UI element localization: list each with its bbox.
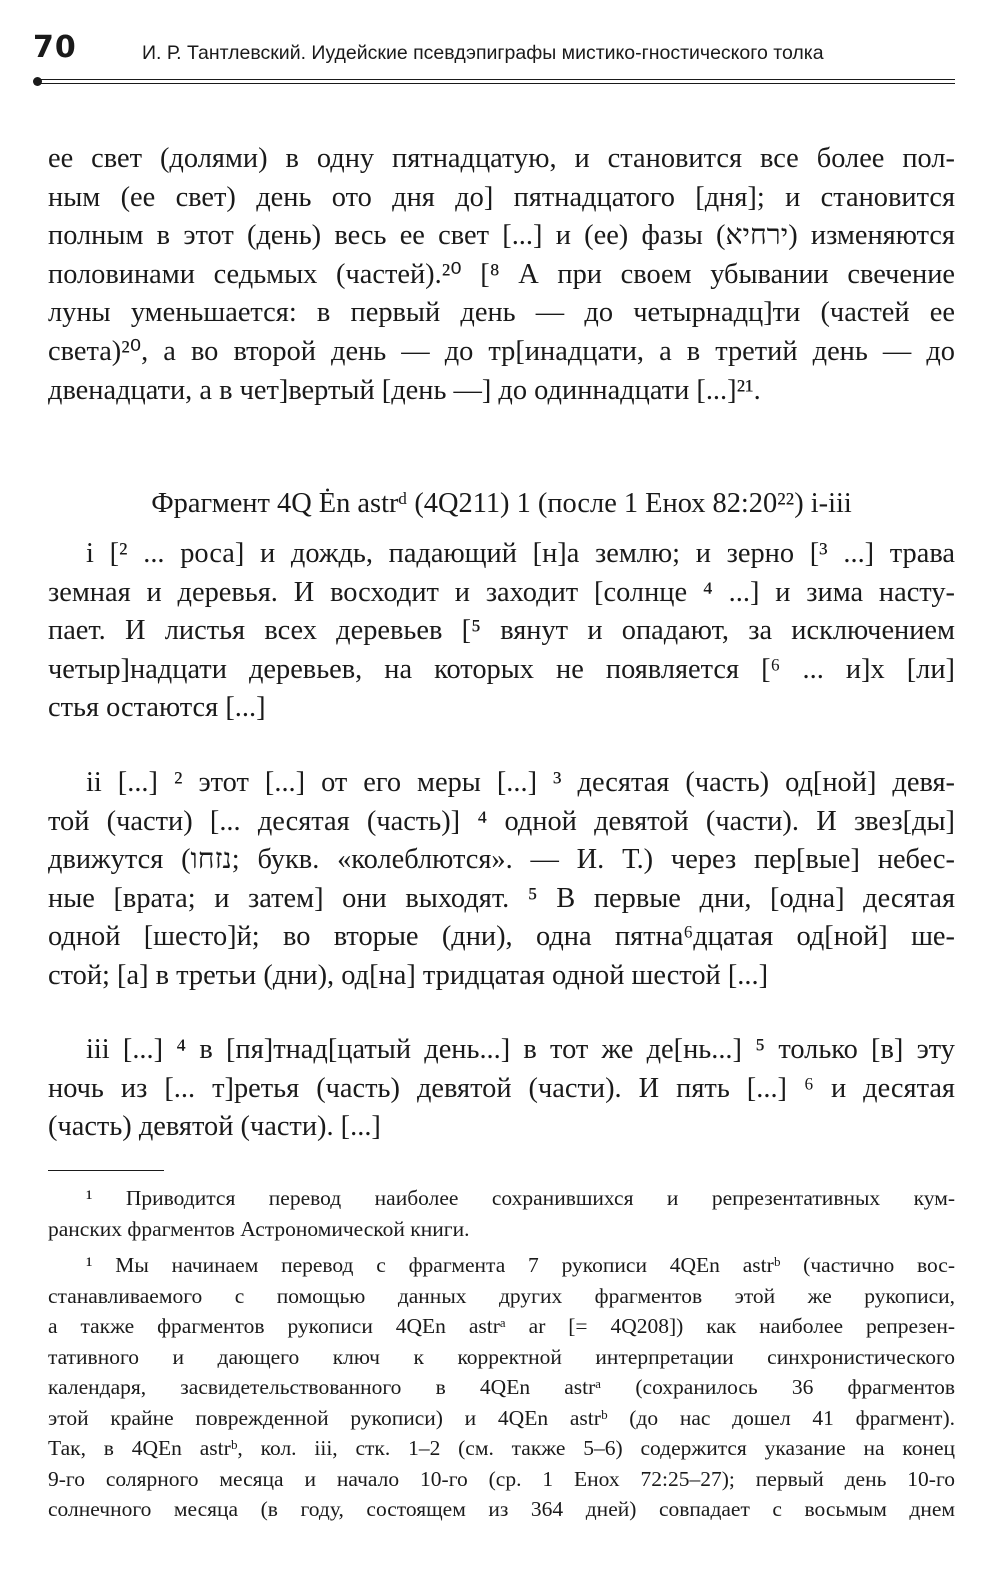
text-line: i [² ... роса] и дождь, падающий [н]а землю; и зерно [³ ...] трава (86, 538, 955, 569)
footnote-line: Так, в 4QEn astrᵇ, кол. iii, стк. 1–2 (см. также 5–6) содержится указание на конец (48, 1436, 955, 1460)
footnote-line: солнечного месяца (в году, состоящем из 364 дней) совпадает с восьмым днем (48, 1497, 955, 1521)
footnote-line: ¹ Мы начинаем перевод с фрагмента 7 рукописи 4QEn astrᵇ (частично вос- (86, 1253, 955, 1277)
section-heading: Фрагмент 4Q Ėn astrᵈ (4Q211) 1 (после 1 Енох 82:20²²) i-iii (151, 488, 852, 519)
footnote (48, 1250, 955, 1525)
text-line: луны уменьшается: в первый день — до четырнадц]ти (частей ее (48, 297, 955, 329)
text-line: пает. И листья всех деревьев [⁵ вянут и опадают, за исключением (48, 615, 955, 647)
text-line: земная и деревья. И восходит и заходит [солнце ⁴ ...] и зима насту- (48, 576, 955, 608)
paragraph-column-i (48, 535, 955, 728)
footnote-line: станавливаемого с помощью данных других фрагментов этой же рукописи, (48, 1283, 955, 1308)
text-line: (часть) девятой (части). [...] (48, 1111, 381, 1143)
text-line: стья остаются [...] (48, 692, 266, 724)
text-line: света)²⁰, а во второй день — до тр[инадцати, а в третий день — до (48, 335, 955, 367)
header-rule-bottom (40, 83, 955, 84)
text-line: половинами седьмых (частей).²⁰ [⁸ А при своем убывании свечение (48, 258, 955, 290)
text-line: двенадцати, а в чет]вертый [день —] до одиннадцати [...]²¹. (48, 374, 761, 406)
text-line: ii [...] ² этот [...] от его меры [...] ³ десятая (часть) од[ной] девя- (86, 767, 955, 798)
text-line: движутся (נזחו; букв. «колеблются». — И. Т.) через пер[вые] небес- (48, 844, 955, 876)
footnote-line: тативного и дающего ключ к корректной интерпретации синхронистического (48, 1344, 955, 1369)
page-number: 70 (33, 30, 77, 65)
footnote-line: а также фрагментов рукописи 4QEn astrᵃ ar [= 4Q208]) как наиболее репрезен- (48, 1314, 955, 1338)
footnote-line: календаря, засвидетельствованного в 4QEn astrᵃ (сохранилось 36 фрагментов (48, 1375, 955, 1399)
paragraph-column-iii (48, 1031, 955, 1147)
text-line: стой; [а] в третьи (дни), од[на] тридцатая одной шестой [...] (48, 959, 769, 991)
footnote (48, 1183, 955, 1244)
footnote-separator (48, 1170, 164, 1171)
text-line: iii [...] ⁴ в [пя]тнад[цатый день...] в тот же де[нь...] ⁵ только [в] эту (86, 1034, 955, 1065)
footnote-line: ¹ Приводится перевод наиболее сохранившихся и репрезентативных кум- (86, 1186, 955, 1210)
paragraph-continuation (48, 140, 955, 410)
text-line: ным (ее свет) день ото дня до] пятнадцатого [дня]; и становится (48, 181, 955, 213)
running-title: И. Р. Тантлевский. Иудейские псевдэпиграфы мистико-гностического толка (142, 42, 824, 64)
header-rule-top (40, 79, 955, 80)
footnote-line: ранских фрагментов Астрономической книги. (48, 1216, 470, 1241)
text-line: ные [врата; и затем] они выходят. ⁵ В первые дни, [одна] десятая (48, 882, 955, 914)
text-line: полным в этот (день) весь ее свет [...] и (ее) фазы (ירחיא) изменяются (48, 220, 955, 252)
text-line: той (части) [... десятая (часть)] ⁴ одной девятой (части). И звез[ды] (48, 805, 955, 837)
paragraph-column-ii (48, 764, 955, 996)
text-line: четыр]надцати деревьев, на которых не появляется [⁶ ... и]х [ли] (48, 653, 955, 685)
text-line: одной [шесто]й; во вторые (дни), одна пятна⁶дцатая од[ной] ше- (48, 921, 955, 953)
footnote-line: этой крайне поврежденной рукописи) и 4QEn astrᵇ (до нас дошел 41 фрагмент). (48, 1405, 955, 1430)
text-line: ночь из [... т]ретья (часть) девятой (части). И пять [...] ⁶ и десятая (48, 1072, 955, 1104)
text-line: ее свет (долями) в одну пятнадцатую, и становится все более пол- (48, 143, 955, 174)
footnote-line: 9-го солярного месяца и начало 10-го (ср. 1 Енох 72:25–27); первый день 10-го (48, 1466, 955, 1491)
